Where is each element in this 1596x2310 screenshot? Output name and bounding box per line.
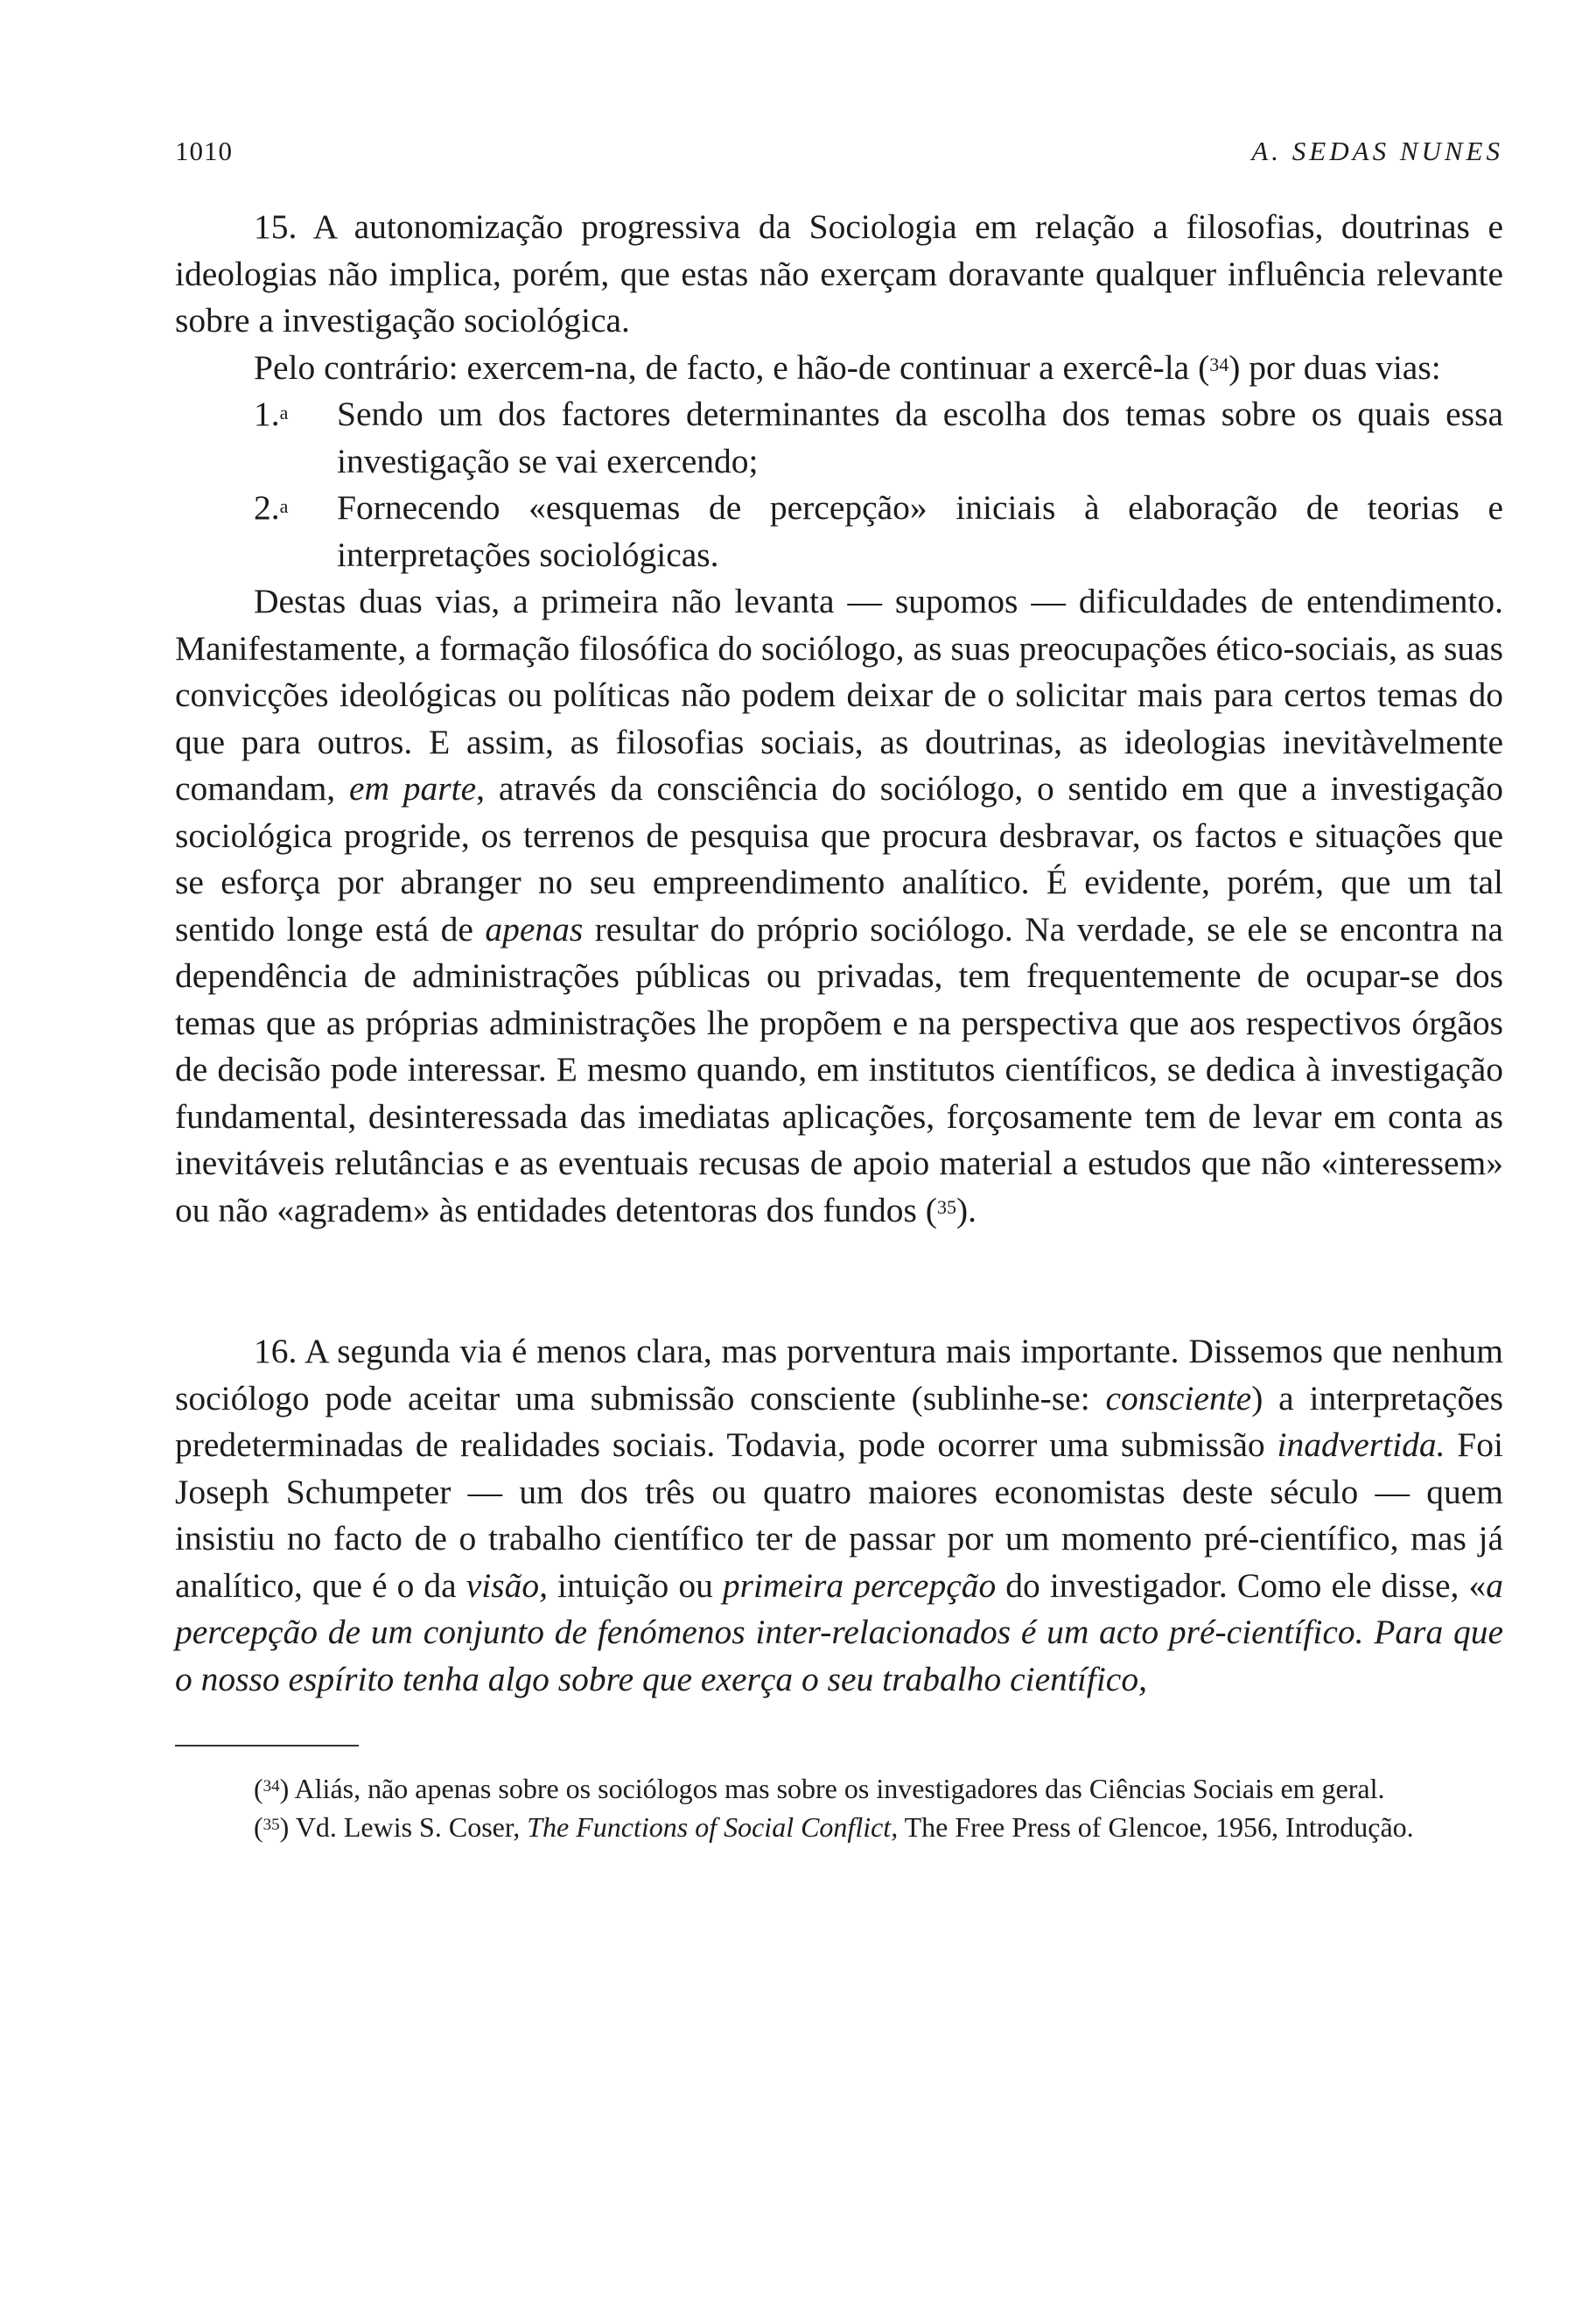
list-number-2: 2.$^a$ bbox=[254, 488, 289, 527]
footnote-divider bbox=[175, 1745, 359, 1746]
paragraph-16: 16. A segunda via é menos clara, mas porventura mais importante. Dissemos que nenhum sociólogo pode aceitar uma submissão consciente (sublinhe-se: consciente) a interpretações predeterminadas de realidades sociais. Todavia, pode ocorrer uma submissão inadvertida. Foi Joseph Schumpeter — um dos três ou quatro maiores economistas deste século — quem insistiu no facto de o trabalho científico ter de passar por um momento pré-científico, mas já analítico, que é o da visão, intuição ou primeira percepção do investigador. Como ele disse, «a percepção de um conjunto de fenómenos inter-relacionados é um acto pré-científico. Para que o nosso espírito tenha algo sobre que exerça o seu trabalho científico, bbox=[175, 1332, 1503, 1698]
list-item-2: 2.$^a$ Fornecendo «esquemas de percepção» iniciais à elaboração de teorias e interpretações sociológicas. bbox=[175, 485, 1503, 578]
footnote-number-35: ($^{35}$) bbox=[254, 1811, 290, 1843]
list-number-1: 1.$^a$ bbox=[254, 395, 289, 433]
footnote-ref-35[interactable]: 35 bbox=[936, 1195, 956, 1218]
page-number: 1010 bbox=[175, 136, 233, 166]
footnote-34: ($^{34}$) Aliás, não apenas sobre os sociólogos mas sobre os investigadores das Ciências Sociais em geral. bbox=[254, 1773, 1385, 1804]
section-spacer bbox=[175, 1234, 1503, 1328]
running-head-author: A. SEDAS NUNES bbox=[1251, 136, 1503, 166]
footnote-ref-34[interactable]: 34 bbox=[1209, 353, 1229, 375]
footnote-35: ($^{35}$) Vd. Lewis S. Coser, The Functions of Social Conflict, The Free Press of Glencoe, 1956, Introdução. bbox=[254, 1811, 1414, 1843]
footnote-number-34: ($^{34}$) bbox=[254, 1773, 290, 1804]
running-head bbox=[175, 127, 1503, 179]
paragraph-15-intro: 15. A autonomização progressiva da Sociologia em relação a filosofias, doutrinas e ideologias não implica, porém, que estas não exerçam doravante qualquer influência relevante sobre a investigação sociológica. bbox=[175, 207, 1503, 340]
list-item-1: 1.$^a$ Sendo um dos factores determinantes da escolha dos temas sobre os quais essa investigação se vai exercendo; bbox=[175, 391, 1503, 485]
paragraph-15-ways: Pelo contrário: exercem-na, de facto, e hão-de continuar a exercê-la ($^{34}$) por duas vias: bbox=[254, 347, 1441, 387]
paragraph-15-discussion: Destas duas vias, a primeira não levanta — supomos — dificuldades de entendimento. Manifestamente, a formação filosófica do sociólogo, as suas preocupações ético-sociais, as suas convicções ideológicas ou políticas não podem deixar de o solicitar mais para certos temas do que para outros. E assim, as filosofias sociais, as doutrinas, as ideologias inevitàvelmente comandam, em parte, através da consciência do sociólogo, o sentido em que a investigação sociológica progride, os terrenos de pesquisa que procura desbravar, os factos e situações que se esforça por abranger no seu empreendimento analítico. É evidente, porém, que um tal sentido longe está de apenas resultar do próprio sociólogo. Na verdade, se ele se encontra na dependência de administrações públicas ou privadas, tem frequentemente de ocupar-se dos temas que as próprias administrações lhe propõem e na perspectiva que aos respectivos órgãos de decisão pode interessar. E mesmo quando, em institutos científicos, se dedica à investigação fundamental, desinteressada das imediatas aplicações, forçosamente tem de levar em conta as inevitáveis relutâncias e as eventuais recusas de apoio material a estudos que não «interessem» ou não «agradem» às entidades detentoras dos fundos ($^{35}$). bbox=[175, 582, 1504, 1229]
book-page bbox=[175, 127, 1503, 1846]
